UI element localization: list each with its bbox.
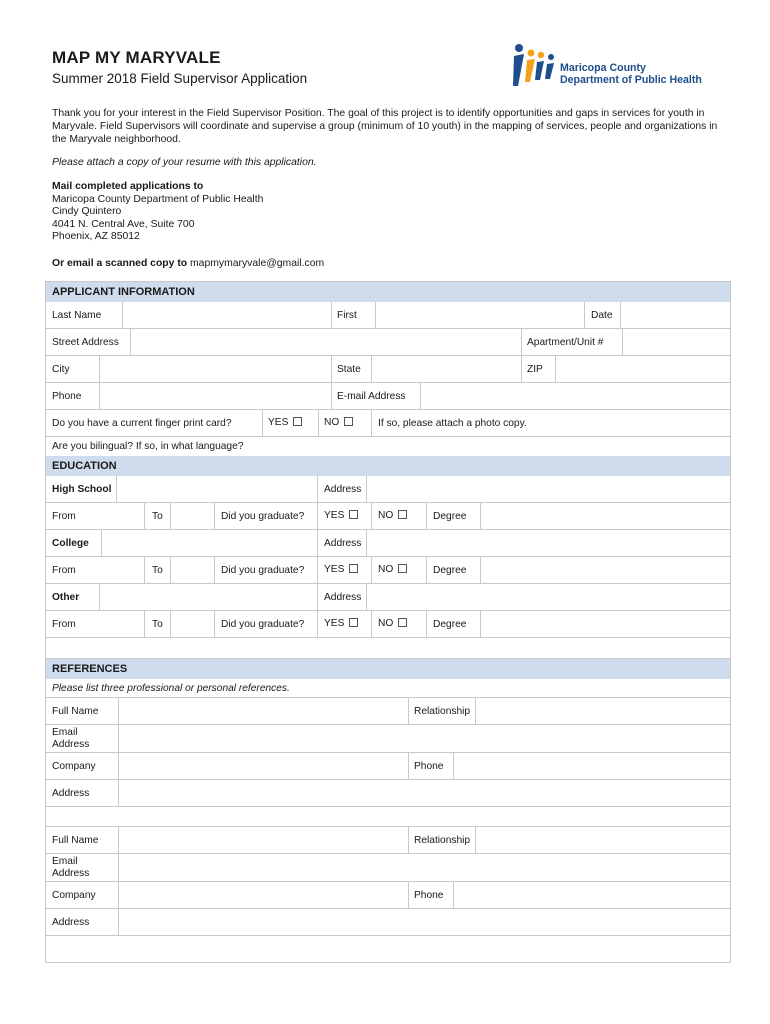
email-line (52, 258, 324, 269)
ref2-address-row (46, 909, 730, 936)
email-address[interactable]: mapmymaryvale@gmail.com (190, 258, 325, 269)
state-field[interactable] (372, 356, 521, 382)
logo-line-2: Department of Public Health (560, 74, 702, 86)
degree-label: Degree (433, 619, 467, 630)
ref2-phone-field[interactable] (454, 882, 730, 908)
college-address-label: Address (324, 538, 362, 549)
degree-field[interactable] (481, 611, 730, 637)
checkbox-icon[interactable] (293, 417, 302, 426)
fingerprint-label: Do you have a current finger print card? (52, 418, 232, 429)
checkbox-icon[interactable] (344, 417, 353, 426)
graduate-yes[interactable] (324, 510, 358, 522)
mail-heading: Mail completed applications to (52, 181, 204, 192)
ref2-email-row (46, 854, 730, 882)
checkbox-icon[interactable] (349, 510, 358, 519)
maricopa-logo (510, 42, 720, 94)
mail-line-2: Cindy Quintero (52, 206, 122, 218)
ref2-company-row (46, 882, 730, 909)
date-field[interactable] (621, 302, 730, 328)
first-name-label: First (337, 310, 357, 321)
ref1-phone-field[interactable] (454, 753, 730, 779)
references-note-row (46, 679, 730, 698)
to-label: To (152, 619, 163, 630)
graduate-no[interactable] (378, 618, 407, 630)
graduate-no[interactable] (378, 564, 407, 576)
college-address-field[interactable] (367, 530, 730, 556)
graduate-no[interactable] (378, 510, 407, 522)
email-word: Email (52, 727, 78, 738)
form-subtitle: Summer 2018 Field Supervisor Application (52, 71, 308, 86)
graduate-yes[interactable] (324, 564, 358, 576)
logo-line-1: Maricopa County (560, 62, 646, 74)
other-dates-row (46, 611, 730, 638)
email-address-label (52, 727, 89, 751)
high-school-address-field[interactable] (367, 476, 730, 502)
apt-field[interactable] (623, 329, 730, 355)
degree-field[interactable] (481, 557, 730, 583)
phone-row (46, 383, 730, 410)
email-field[interactable] (421, 383, 730, 409)
references-note: Please list three professional or personal references. (52, 683, 290, 694)
ref1-address-row (46, 780, 730, 807)
phone-label: Phone (414, 890, 444, 901)
graduate-yes[interactable] (324, 618, 358, 630)
fingerprint-row (46, 410, 730, 437)
email-word: Email (52, 856, 78, 867)
full-name-label: Full Name (52, 835, 99, 846)
resume-note: Please attach a copy of your resume with this application. (52, 157, 317, 168)
checkbox-icon[interactable] (398, 564, 407, 573)
zip-field[interactable] (556, 356, 730, 382)
ref1-company-row (46, 753, 730, 780)
bilingual-label: Are you bilingual? If so, in what language? (52, 441, 244, 452)
yes-text: YES (324, 510, 345, 521)
from-label: From (52, 565, 76, 576)
degree-field[interactable] (481, 503, 730, 529)
other-field[interactable] (100, 584, 317, 610)
ref1-relationship-field[interactable] (476, 698, 730, 724)
street-row (46, 329, 730, 356)
mail-line-3: 4041 N. Central Ave, Suite 700 (52, 218, 195, 230)
to-label: To (152, 565, 163, 576)
company-label: Company (52, 761, 96, 772)
references-section-header: REFERENCES (46, 659, 730, 679)
ref2-company-field[interactable] (119, 882, 408, 908)
checkbox-icon[interactable] (349, 564, 358, 573)
no-text: NO (378, 618, 394, 629)
company-label: Company (52, 890, 96, 901)
no-text: NO (378, 564, 394, 575)
yes-text: YES (324, 564, 345, 575)
form-title: MAP MY MARYVALE (52, 48, 221, 67)
fingerprint-no[interactable] (324, 417, 353, 429)
yes-text: YES (324, 618, 345, 629)
college-dates-row (46, 557, 730, 584)
street-label: Street Address (52, 337, 119, 348)
checkbox-icon[interactable] (398, 510, 407, 519)
zip-label: ZIP (527, 364, 543, 375)
address-label: Address (52, 917, 90, 928)
college-field[interactable] (102, 530, 317, 556)
ref1-company-field[interactable] (119, 753, 408, 779)
ref2-relationship-field[interactable] (476, 827, 730, 853)
city-field[interactable] (100, 356, 331, 382)
spacer-row (46, 807, 730, 827)
city-row (46, 356, 730, 383)
ref2-email-field[interactable] (119, 854, 730, 881)
logo-text (560, 62, 702, 86)
intro-paragraph: Thank you for your interest in the Field Supervisor Position. The goal of this project is to identify opportunities and gaps in services for youth in Maryvale. Field Supervisors will coordinate and supervise a group (minimum of 10 youth) in the mapping of services, people and organizations in the Maryvale neighborhood. (52, 108, 718, 145)
phone-field[interactable] (100, 383, 331, 409)
from-label: From (52, 619, 76, 630)
address-label: Address (52, 788, 90, 799)
first-name-field[interactable] (376, 302, 584, 328)
ref1-name-row (46, 698, 730, 725)
applicant-section-header: APPLICANT INFORMATION (46, 282, 730, 302)
date-label: Date (591, 310, 613, 321)
high-school-label: High School (52, 484, 112, 495)
email-field-label: E-mail Address (337, 391, 406, 402)
ref2-name-field[interactable] (119, 827, 408, 853)
state-label: State (337, 364, 361, 375)
fingerprint-yes[interactable] (268, 417, 302, 429)
mail-block (52, 181, 263, 244)
phone-label: Phone (52, 391, 82, 402)
spacer-row (46, 638, 730, 659)
high-school-row (46, 476, 730, 503)
other-address-field[interactable] (367, 584, 730, 610)
degree-label: Degree (433, 565, 467, 576)
address-word: Address (52, 739, 90, 750)
education-section-header: EDUCATION (46, 456, 730, 476)
ref1-name-field[interactable] (119, 698, 408, 724)
checkbox-icon[interactable] (398, 618, 407, 627)
apt-label: Apartment/Unit # (527, 337, 604, 348)
street-field[interactable] (131, 329, 521, 355)
application-form (45, 281, 731, 963)
high-school-field[interactable] (117, 476, 317, 502)
graduate-label: Did you graduate? (221, 511, 305, 522)
full-name-label: Full Name (52, 706, 99, 717)
mail-line-4: Phoenix, AZ 85012 (52, 231, 140, 243)
no-text: NO (324, 417, 340, 428)
checkbox-icon[interactable] (349, 618, 358, 627)
other-row (46, 584, 730, 611)
bilingual-row[interactable] (46, 437, 730, 456)
last-name-label: Last Name (52, 310, 102, 321)
ref2-address-field[interactable] (119, 909, 730, 935)
ref2-name-row (46, 827, 730, 854)
graduate-label: Did you graduate? (221, 619, 305, 630)
relationship-label: Relationship (414, 835, 471, 846)
city-label: City (52, 364, 70, 375)
no-text: NO (378, 510, 394, 521)
address-word: Address (52, 868, 90, 879)
people-logo-icon (510, 42, 558, 94)
yes-text: YES (268, 417, 289, 428)
other-address-label: Address (324, 592, 362, 603)
to-label: To (152, 511, 163, 522)
form-header (52, 48, 732, 98)
email-label: Or email a scanned copy to (52, 258, 188, 269)
mail-line-1: Maricopa County Department of Public Health (52, 193, 264, 205)
other-label: Other (52, 592, 80, 603)
relationship-label: Relationship (414, 706, 471, 717)
college-row (46, 530, 730, 557)
high-school-address-label: Address (324, 484, 362, 495)
last-name-field[interactable] (123, 302, 331, 328)
photo-copy-label: If so, please attach a photo copy. (378, 418, 527, 429)
email-address-label (52, 856, 89, 880)
ref1-email-row (46, 725, 730, 753)
ref1-email-field[interactable] (119, 725, 730, 752)
college-label: College (52, 538, 89, 549)
degree-label: Degree (433, 511, 467, 522)
phone-label: Phone (414, 761, 444, 772)
from-label: From (52, 511, 76, 522)
high-school-dates-row (46, 503, 730, 530)
graduate-label: Did you graduate? (221, 565, 305, 576)
name-row (46, 302, 730, 329)
ref1-address-field[interactable] (119, 780, 730, 806)
